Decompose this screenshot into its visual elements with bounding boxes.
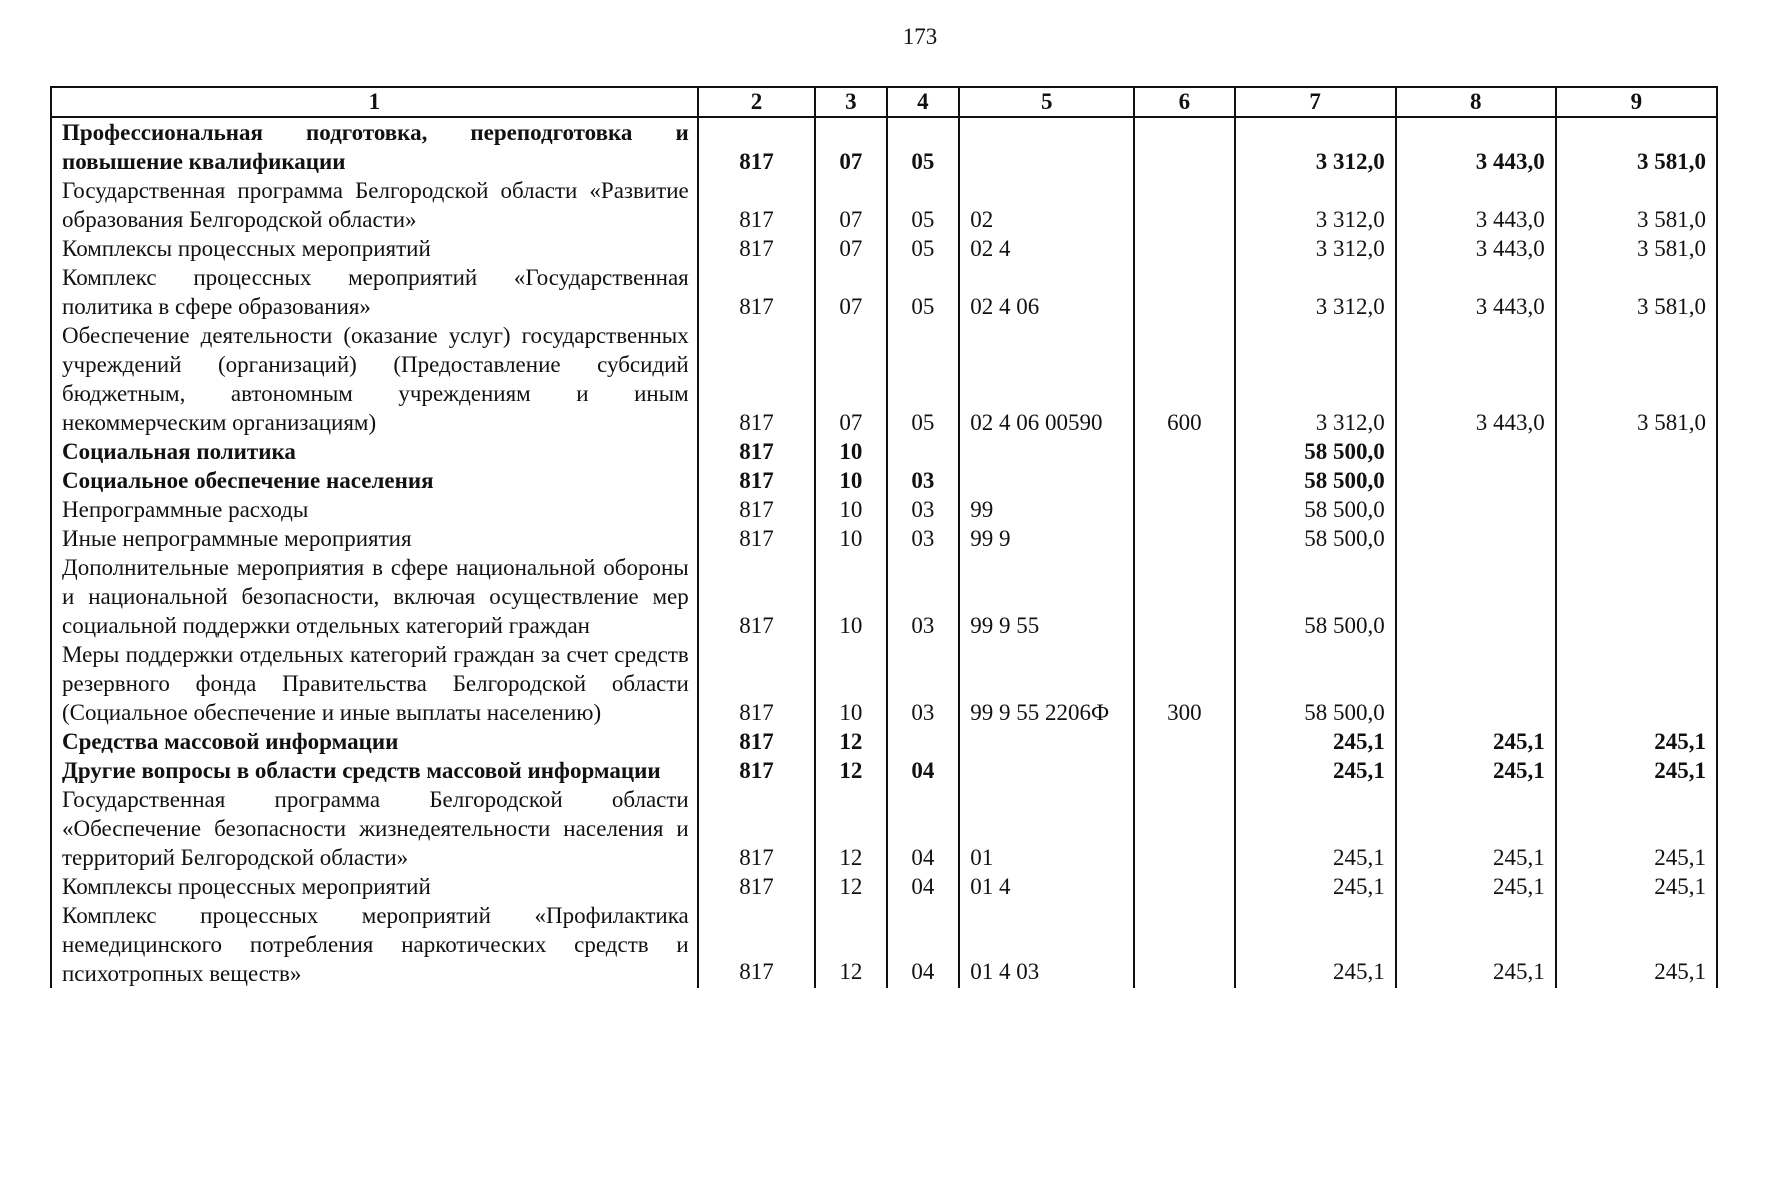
row-name-cell: Обеспечение деятельности (оказание услуг) государственных учреждений (организаций) (Предоставление субсидий бюджетным, автономным учреждениям и иным некоммерческим организациям) xyxy=(51,321,698,437)
subsection-code-cell: 05 xyxy=(887,176,960,234)
amount-year3-cell: 245,1 xyxy=(1556,756,1717,785)
ministry-code-cell: 817 xyxy=(698,756,815,785)
row-name-cell: Комплекс процессных мероприятий «Государственная политика в сфере образования» xyxy=(51,263,698,321)
amount-year1-cell: 245,1 xyxy=(1235,756,1396,785)
ministry-code-cell: 817 xyxy=(698,176,815,234)
amount-year1-cell: 58 500,0 xyxy=(1235,553,1396,640)
ministry-code-cell: 817 xyxy=(698,785,815,872)
amount-year3-cell xyxy=(1556,495,1717,524)
target-article-cell: 02 xyxy=(959,176,1134,234)
table-row xyxy=(51,524,1717,553)
amount-year2-cell: 245,1 xyxy=(1396,901,1556,988)
amount-year2-cell: 245,1 xyxy=(1396,756,1556,785)
expense-type-cell xyxy=(1134,756,1234,785)
subsection-code-cell: 03 xyxy=(887,524,960,553)
expense-type-cell xyxy=(1134,901,1234,988)
amount-year1-cell: 245,1 xyxy=(1235,785,1396,872)
row-name-cell: Социальная политика xyxy=(51,437,698,466)
column-header: 1 xyxy=(51,87,698,117)
amount-year2-cell xyxy=(1396,437,1556,466)
ministry-code-cell: 817 xyxy=(698,437,815,466)
ministry-code-cell: 817 xyxy=(698,524,815,553)
row-name-cell: Государственная программа Белгородской области «Обеспечение безопасности жизнедеятельности населения и территорий Белгородской области» xyxy=(51,785,698,872)
subsection-code-cell: 05 xyxy=(887,263,960,321)
target-article-cell xyxy=(959,466,1134,495)
section-code-cell: 10 xyxy=(815,437,887,466)
amount-year1-cell: 58 500,0 xyxy=(1235,437,1396,466)
expense-type-cell xyxy=(1134,234,1234,263)
amount-year2-cell: 245,1 xyxy=(1396,727,1556,756)
ministry-code-cell: 817 xyxy=(698,234,815,263)
amount-year3-cell xyxy=(1556,553,1717,640)
row-name-cell: Непрограммные расходы xyxy=(51,495,698,524)
target-article-cell xyxy=(959,727,1134,756)
section-code-cell: 10 xyxy=(815,553,887,640)
target-article-cell: 99 9 55 2206Ф xyxy=(959,640,1134,727)
section-code-cell: 10 xyxy=(815,466,887,495)
amount-year2-cell: 3 443,0 xyxy=(1396,117,1556,176)
amount-year3-cell xyxy=(1556,466,1717,495)
table-row xyxy=(51,640,1717,727)
subsection-code-cell xyxy=(887,437,960,466)
amount-year3-cell: 245,1 xyxy=(1556,872,1717,901)
target-article-cell: 01 4 xyxy=(959,872,1134,901)
section-code-cell: 12 xyxy=(815,872,887,901)
amount-year2-cell: 3 443,0 xyxy=(1396,176,1556,234)
amount-year1-cell: 58 500,0 xyxy=(1235,466,1396,495)
subsection-code-cell xyxy=(887,727,960,756)
table-row xyxy=(51,234,1717,263)
target-article-cell xyxy=(959,437,1134,466)
subsection-code-cell: 03 xyxy=(887,553,960,640)
row-name-cell: Государственная программа Белгородской области «Развитие образования Белгородской области» xyxy=(51,176,698,234)
amount-year1-cell: 3 312,0 xyxy=(1235,234,1396,263)
expense-type-cell: 600 xyxy=(1134,321,1234,437)
amount-year3-cell xyxy=(1556,437,1717,466)
expense-type-cell xyxy=(1134,727,1234,756)
section-code-cell: 07 xyxy=(815,117,887,176)
row-name-cell: Комплексы процессных мероприятий xyxy=(51,872,698,901)
amount-year2-cell: 245,1 xyxy=(1396,872,1556,901)
amount-year3-cell: 3 581,0 xyxy=(1556,117,1717,176)
subsection-code-cell: 03 xyxy=(887,466,960,495)
column-header: 8 xyxy=(1396,87,1556,117)
target-article-cell: 99 9 55 xyxy=(959,553,1134,640)
amount-year2-cell: 245,1 xyxy=(1396,785,1556,872)
row-name-cell: Социальное обеспечение населения xyxy=(51,466,698,495)
amount-year3-cell: 245,1 xyxy=(1556,727,1717,756)
amount-year2-cell xyxy=(1396,640,1556,727)
table-row xyxy=(51,321,1717,437)
amount-year3-cell: 3 581,0 xyxy=(1556,234,1717,263)
section-code-cell: 12 xyxy=(815,727,887,756)
expense-type-cell xyxy=(1134,466,1234,495)
column-header: 5 xyxy=(959,87,1134,117)
table-body xyxy=(51,117,1717,988)
column-header: 3 xyxy=(815,87,887,117)
table-row xyxy=(51,553,1717,640)
column-header: 4 xyxy=(887,87,960,117)
amount-year2-cell: 3 443,0 xyxy=(1396,234,1556,263)
section-code-cell: 10 xyxy=(815,524,887,553)
section-code-cell: 10 xyxy=(815,495,887,524)
amount-year1-cell: 58 500,0 xyxy=(1235,495,1396,524)
expense-type-cell xyxy=(1134,524,1234,553)
subsection-code-cell: 04 xyxy=(887,872,960,901)
row-name-cell: Иные непрограммные мероприятия xyxy=(51,524,698,553)
table-header xyxy=(51,87,1717,117)
section-code-cell: 12 xyxy=(815,785,887,872)
column-header: 6 xyxy=(1134,87,1234,117)
column-header: 9 xyxy=(1556,87,1717,117)
section-code-cell: 07 xyxy=(815,263,887,321)
amount-year2-cell xyxy=(1396,553,1556,640)
ministry-code-cell: 817 xyxy=(698,640,815,727)
amount-year2-cell: 3 443,0 xyxy=(1396,321,1556,437)
target-article-cell: 02 4 06 xyxy=(959,263,1134,321)
amount-year1-cell: 58 500,0 xyxy=(1235,640,1396,727)
expense-type-cell xyxy=(1134,872,1234,901)
amount-year2-cell xyxy=(1396,495,1556,524)
table-row xyxy=(51,756,1717,785)
subsection-code-cell: 05 xyxy=(887,234,960,263)
subsection-code-cell: 05 xyxy=(887,321,960,437)
section-code-cell: 10 xyxy=(815,640,887,727)
amount-year1-cell: 245,1 xyxy=(1235,901,1396,988)
amount-year1-cell: 245,1 xyxy=(1235,872,1396,901)
amount-year3-cell: 3 581,0 xyxy=(1556,263,1717,321)
amount-year1-cell: 3 312,0 xyxy=(1235,263,1396,321)
table-row xyxy=(51,901,1717,988)
budget-table xyxy=(50,86,1718,988)
expense-type-cell xyxy=(1134,437,1234,466)
table-row xyxy=(51,437,1717,466)
row-name-cell: Комплексы процессных мероприятий xyxy=(51,234,698,263)
expense-type-cell xyxy=(1134,176,1234,234)
ministry-code-cell: 817 xyxy=(698,466,815,495)
target-article-cell: 02 4 xyxy=(959,234,1134,263)
section-code-cell: 07 xyxy=(815,176,887,234)
expense-type-cell xyxy=(1134,263,1234,321)
expense-type-cell xyxy=(1134,495,1234,524)
target-article-cell: 01 4 03 xyxy=(959,901,1134,988)
ministry-code-cell: 817 xyxy=(698,872,815,901)
row-name-cell: Комплекс процессных мероприятий «Профилактика немедицинского потребления наркотических средств и психотропных веществ» xyxy=(51,901,698,988)
amount-year1-cell: 245,1 xyxy=(1235,727,1396,756)
amount-year1-cell: 3 312,0 xyxy=(1235,117,1396,176)
amount-year2-cell: 3 443,0 xyxy=(1396,263,1556,321)
ministry-code-cell: 817 xyxy=(698,321,815,437)
row-name-cell: Дополнительные мероприятия в сфере национальной обороны и национальной безопасности, включая осуществление мер социальной поддержки отдельных категорий граждан xyxy=(51,553,698,640)
page-number: 173 xyxy=(902,24,938,49)
table-row xyxy=(51,727,1717,756)
amount-year3-cell: 245,1 xyxy=(1556,901,1717,988)
table-row xyxy=(51,263,1717,321)
row-name-cell: Профессиональная подготовка, переподготовка и повышение квалификации xyxy=(51,117,698,176)
table-row xyxy=(51,785,1717,872)
section-code-cell: 12 xyxy=(815,756,887,785)
amount-year3-cell: 3 581,0 xyxy=(1556,176,1717,234)
target-article-cell: 02 4 06 00590 xyxy=(959,321,1134,437)
subsection-code-cell: 04 xyxy=(887,756,960,785)
subsection-code-cell: 03 xyxy=(887,495,960,524)
ministry-code-cell: 817 xyxy=(698,117,815,176)
section-code-cell: 12 xyxy=(815,901,887,988)
table-row xyxy=(51,466,1717,495)
table-row xyxy=(51,495,1717,524)
row-name-cell: Меры поддержки отдельных категорий граждан за счет средств резервного фонда Правительства Белгородской области (Социальное обеспечение и иные выплаты населению) xyxy=(51,640,698,727)
header-row xyxy=(51,87,1717,117)
ministry-code-cell: 817 xyxy=(698,495,815,524)
ministry-code-cell: 817 xyxy=(698,901,815,988)
amount-year2-cell xyxy=(1396,466,1556,495)
target-article-cell xyxy=(959,117,1134,176)
target-article-cell: 01 xyxy=(959,785,1134,872)
ministry-code-cell: 817 xyxy=(698,263,815,321)
expense-type-cell xyxy=(1134,785,1234,872)
amount-year3-cell: 3 581,0 xyxy=(1556,321,1717,437)
expense-type-cell: 300 xyxy=(1134,640,1234,727)
amount-year2-cell xyxy=(1396,524,1556,553)
target-article-cell xyxy=(959,756,1134,785)
section-code-cell: 07 xyxy=(815,234,887,263)
expense-type-cell xyxy=(1134,117,1234,176)
ministry-code-cell: 817 xyxy=(698,727,815,756)
expense-type-cell xyxy=(1134,553,1234,640)
table-row xyxy=(51,117,1717,176)
amount-year3-cell xyxy=(1556,524,1717,553)
amount-year1-cell: 58 500,0 xyxy=(1235,524,1396,553)
column-header: 7 xyxy=(1235,87,1396,117)
amount-year3-cell xyxy=(1556,640,1717,727)
subsection-code-cell: 04 xyxy=(887,901,960,988)
amount-year1-cell: 3 312,0 xyxy=(1235,321,1396,437)
row-name-cell: Другие вопросы в области средств массовой информации xyxy=(51,756,698,785)
target-article-cell: 99 xyxy=(959,495,1134,524)
subsection-code-cell: 05 xyxy=(887,117,960,176)
row-name-cell: Средства массовой информации xyxy=(51,727,698,756)
ministry-code-cell: 817 xyxy=(698,553,815,640)
amount-year1-cell: 3 312,0 xyxy=(1235,176,1396,234)
section-code-cell: 07 xyxy=(815,321,887,437)
table-row xyxy=(51,176,1717,234)
target-article-cell: 99 9 xyxy=(959,524,1134,553)
subsection-code-cell: 04 xyxy=(887,785,960,872)
column-header: 2 xyxy=(698,87,815,117)
table-row xyxy=(51,872,1717,901)
subsection-code-cell: 03 xyxy=(887,640,960,727)
amount-year3-cell: 245,1 xyxy=(1556,785,1717,872)
